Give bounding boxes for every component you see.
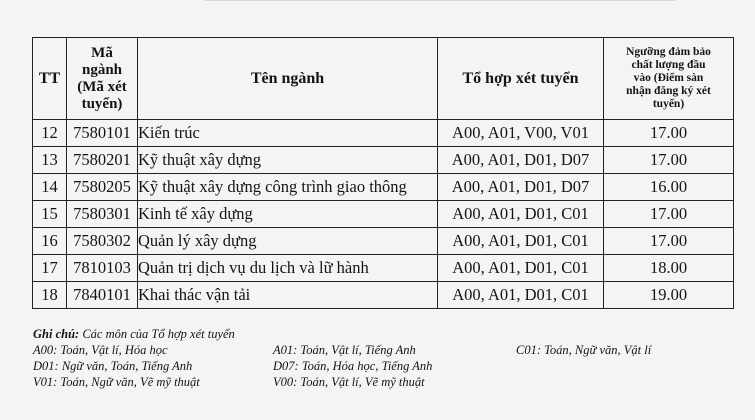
note-d01: D01: Ngữ văn, Toán, Tiếng Anh [33, 359, 193, 373]
cell-major-name: Kỹ thuật xây dựng công trình giao thông [138, 174, 438, 201]
cell-tt: 12 [33, 120, 67, 147]
cell-minimum-score: 17.00 [604, 147, 734, 174]
cell-minimum-score: 19.00 [604, 282, 734, 309]
table-row [33, 147, 734, 174]
header-subject-combination: Tổ hợp xét tuyển [438, 38, 604, 120]
note-c01: C01: Toán, Ngữ văn, Vật lí [516, 343, 652, 357]
table-row [33, 282, 734, 309]
cell-major-name: Quản trị dịch vụ du lịch và lữ hành [138, 255, 438, 282]
cell-subject-combination: A00, A01, D01, C01 [438, 228, 604, 255]
table-row [33, 228, 734, 255]
table-row [33, 201, 734, 228]
header-score-line: tuyển) [652, 98, 685, 110]
cell-minimum-score: 17.00 [604, 201, 734, 228]
cell-major-name: Khai thác vận tải [138, 282, 438, 309]
cell-minimum-score: 17.00 [604, 120, 734, 147]
note-v00: V00: Toán, Vật lí, Vẽ mỹ thuật [273, 375, 425, 389]
cell-subject-combination: A00, A01, V00, V01 [438, 120, 604, 147]
table-row [33, 120, 734, 147]
cell-minimum-score: 18.00 [604, 255, 734, 282]
cell-minimum-score: 16.00 [604, 174, 734, 201]
notes-line [33, 342, 748, 358]
header-code-line: Mã [91, 44, 113, 61]
cell-tt: 17 [33, 255, 67, 282]
cell-subject-combination: A00, A01, D01, C01 [438, 282, 604, 309]
cell-tt: 18 [33, 282, 67, 309]
cell-major-code: 7580101 [67, 120, 138, 147]
cell-tt: 14 [33, 174, 67, 201]
top-rule [205, 0, 675, 3]
notes-line [33, 374, 748, 390]
notes-heading [33, 326, 748, 342]
header-tt: TT [33, 38, 67, 120]
cell-major-code: 7840101 [67, 282, 138, 309]
header-major-code [67, 38, 138, 120]
header-score-line: chất lượng đầu [631, 59, 706, 71]
cell-major-name: Kỹ thuật xây dựng [138, 147, 438, 174]
header-score-line: nhận đăng ký xét [626, 85, 711, 97]
cell-subject-combination: A00, A01, D01, D07 [438, 174, 604, 201]
header-code-line: tuyển) [81, 95, 123, 112]
header-major-name: Tên ngành [138, 38, 438, 120]
cell-major-code: 7580301 [67, 201, 138, 228]
cell-minimum-score: 17.00 [604, 228, 734, 255]
cell-major-code: 7580205 [67, 174, 138, 201]
header-score-line: vào (Điểm sàn [633, 72, 704, 84]
cell-subject-combination: A00, A01, D01, D07 [438, 147, 604, 174]
cell-major-name: Kiến trúc [138, 120, 438, 147]
note-a00: A00: Toán, Vật lí, Hóa học [33, 343, 168, 357]
cell-subject-combination: A00, A01, D01, C01 [438, 255, 604, 282]
admissions-table [32, 37, 734, 309]
header-code-line: ngành [81, 61, 123, 78]
note-a01: A01: Toán, Vật lí, Tiếng Anh [273, 343, 416, 357]
cell-major-name: Kinh tế xây dựng [138, 201, 438, 228]
table-row [33, 255, 734, 282]
header-score-line: Ngưỡng đảm bảo [626, 46, 711, 58]
cell-tt: 13 [33, 147, 67, 174]
notes-line [33, 358, 748, 374]
header-minimum-score [604, 38, 734, 120]
notes-title: Ghi chú: [33, 327, 80, 341]
note-d07: D07: Toán, Hóa học, Tiếng Anh [273, 359, 433, 373]
cell-major-name: Quản lý xây dựng [138, 228, 438, 255]
note-v01: V01: Toán, Ngữ văn, Vẽ mỹ thuật [33, 375, 200, 389]
cell-tt: 16 [33, 228, 67, 255]
cell-major-code: 7810103 [67, 255, 138, 282]
cell-major-code: 7580201 [67, 147, 138, 174]
header-code-line: (Mã xét [77, 78, 127, 95]
cell-tt: 15 [33, 201, 67, 228]
table-row [33, 174, 734, 201]
cell-subject-combination: A00, A01, D01, C01 [438, 201, 604, 228]
notes-section [33, 326, 748, 390]
table-header-row [33, 38, 734, 120]
cell-major-code: 7580302 [67, 228, 138, 255]
notes-intro: Các môn của Tổ hợp xét tuyển [82, 327, 235, 341]
